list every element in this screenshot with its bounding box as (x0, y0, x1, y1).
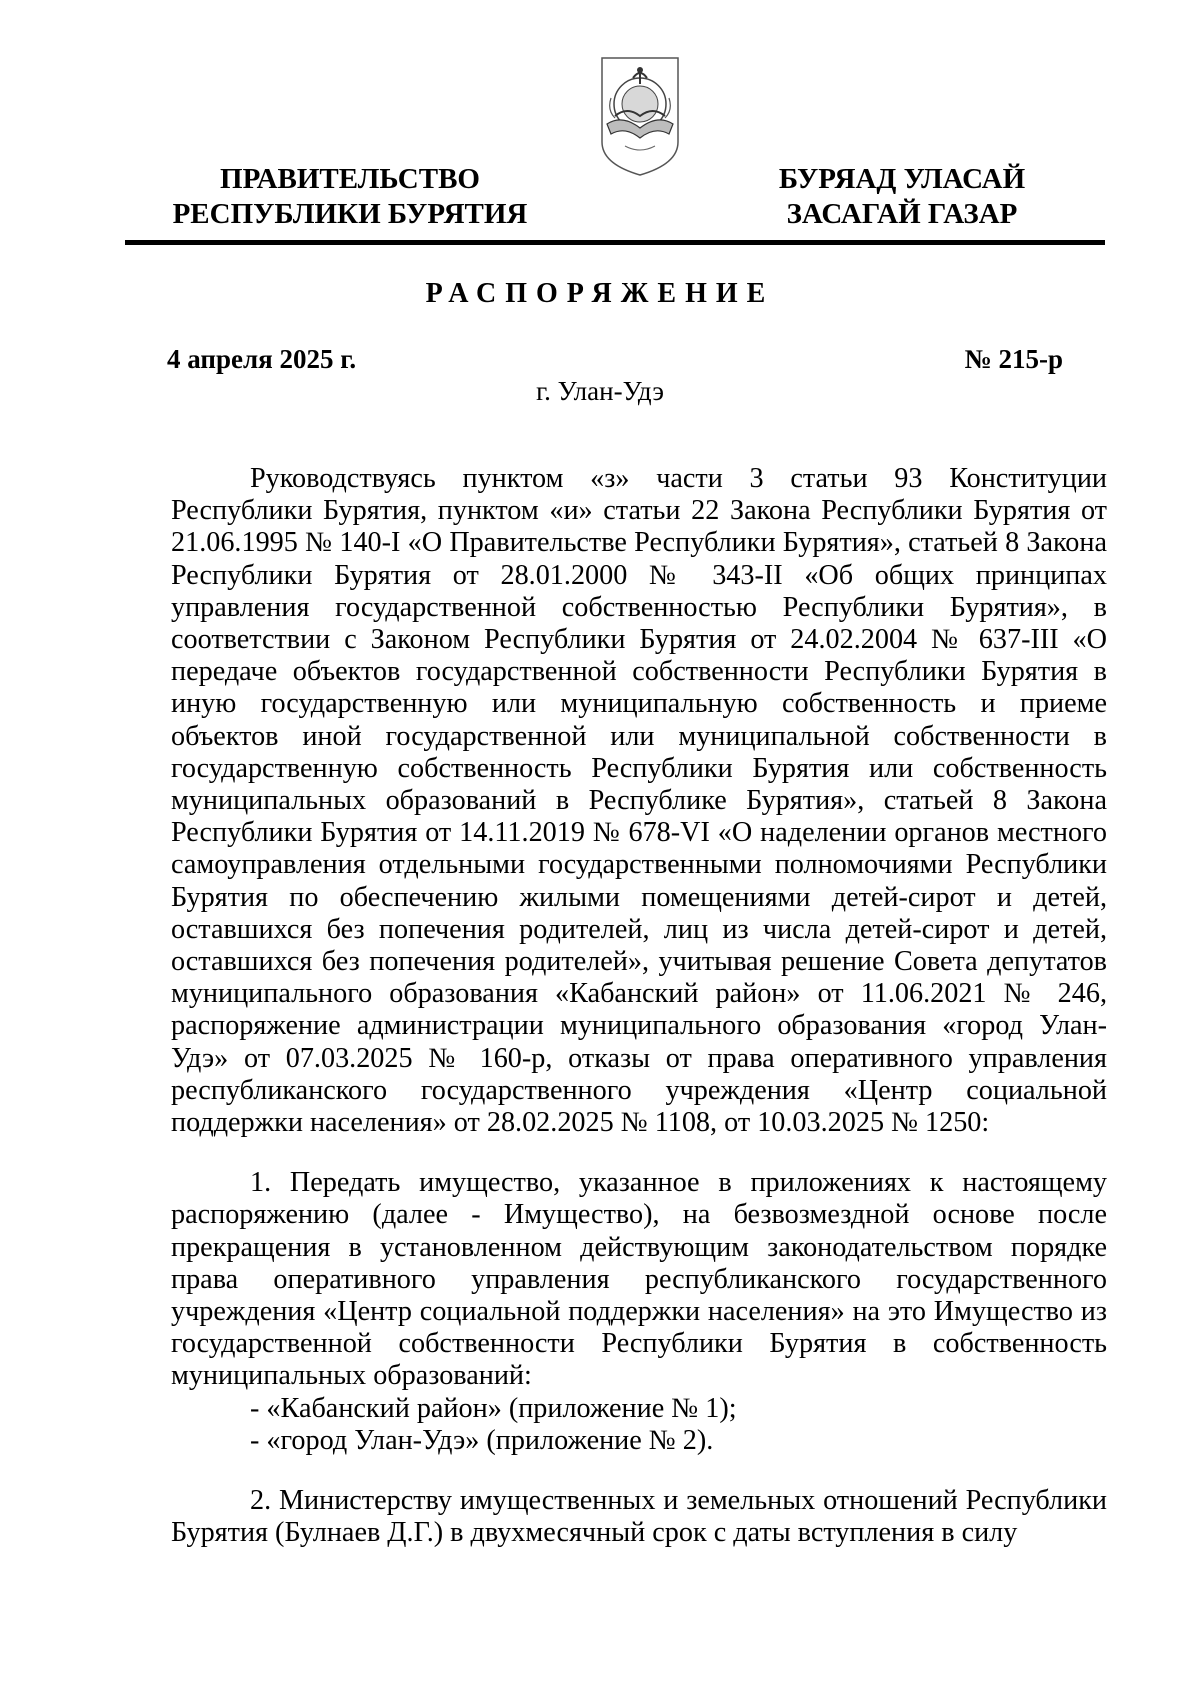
document-number: № 215-р (964, 344, 1063, 374)
item-1-paragraph: 1. Передать имущество, указанное в приложениях к настоящему распоряжению (далее - Имущество), на безвозмездной основе после прекращения в установленном действующим законодательством порядке права оперативного управления республиканского государственного учреждения «Центр социальной поддержки населения» на это Имущество из государственной собственности Республики Бурятия в собственность муниципальных образований: (171, 1167, 1107, 1392)
document-date: 4 апреля 2025 г. (167, 344, 357, 374)
document-body (171, 463, 1107, 1550)
government-name-buryat-line-1: БУРЯАД УЛАСАЙ (778, 163, 1026, 195)
item-2-paragraph: 2. Министерству имущественных и земельных отношений Республики Бурятия (Булнаев Д.Г.) в двухмесячный срок с даты вступления в силу (171, 1485, 1107, 1549)
government-name-line-2: РЕСПУБЛИКИ БУРЯТИЯ (172, 198, 528, 230)
header-divider (125, 240, 1105, 245)
item-1-list-entry-1: - «Кабанский район» (приложение № 1); (250, 1392, 737, 1424)
coat-of-arms-emblem (597, 54, 683, 178)
document-type-title: РАСПОРЯЖЕНИЕ (425, 278, 775, 309)
government-name-russian (170, 162, 530, 232)
item-1-list-entry-2: - «город Улан-Удэ» (приложение № 2). (250, 1424, 714, 1456)
government-name-buryat-line-2: ЗАСАГАЙ ГАЗАР (786, 198, 1018, 230)
government-name-buryat (752, 162, 1052, 232)
document-city: г. Улан-Удэ (536, 376, 664, 406)
government-name-line-1: ПРАВИТЕЛЬСТВО (220, 163, 480, 195)
preamble-paragraph: Руководствуясь пунктом «з» части 3 статьи 93 Конституции Республики Бурятия, пунктом «и» статьи 22 Закона Республики Бурятия от 21.06.1995 № 140-I «О Правительстве Республики Бурятия», статьей 8 Закона Республики Бурятия от 28.01.2000 № 343-II «Об общих принципах управления государственной собственностью Республики Бурятия», в соответствии с Законом Республики Бурятия от 24.02.2004 № 637-III «О передаче объектов государственной собственности Республики Бурятия в иную государственную или муниципальную собственность и приеме объектов иной государственной или муниципальной собственности в государственную собственность Республики Бурятия или собственность муниципальных образований в Республике Бурятия», статьей 8 Закона Республики Бурятия от 14.11.2019 № 678-VI «О наделении органов местного самоуправления отдельными государственными полномочиями Республики Бурятия по обеспечению жилыми помещениями детей-сирот и детей, оставшихся без попечения родителей, лиц из числа детей-сирот и детей, оставшихся без попечения родителей», учитывая решение Совета депутатов муниципального образования «Кабанский район» от 11.06.2021 № 246, распоряжение администрации муниципального образования «город Улан-Удэ» от 07.03.2025 № 160-р, отказы от права оперативного управления республиканского государственного учреждения «Центр социальной поддержки населения» от 28.02.2025 № 1108, от 10.03.2025 № 1250: (171, 463, 1107, 1139)
